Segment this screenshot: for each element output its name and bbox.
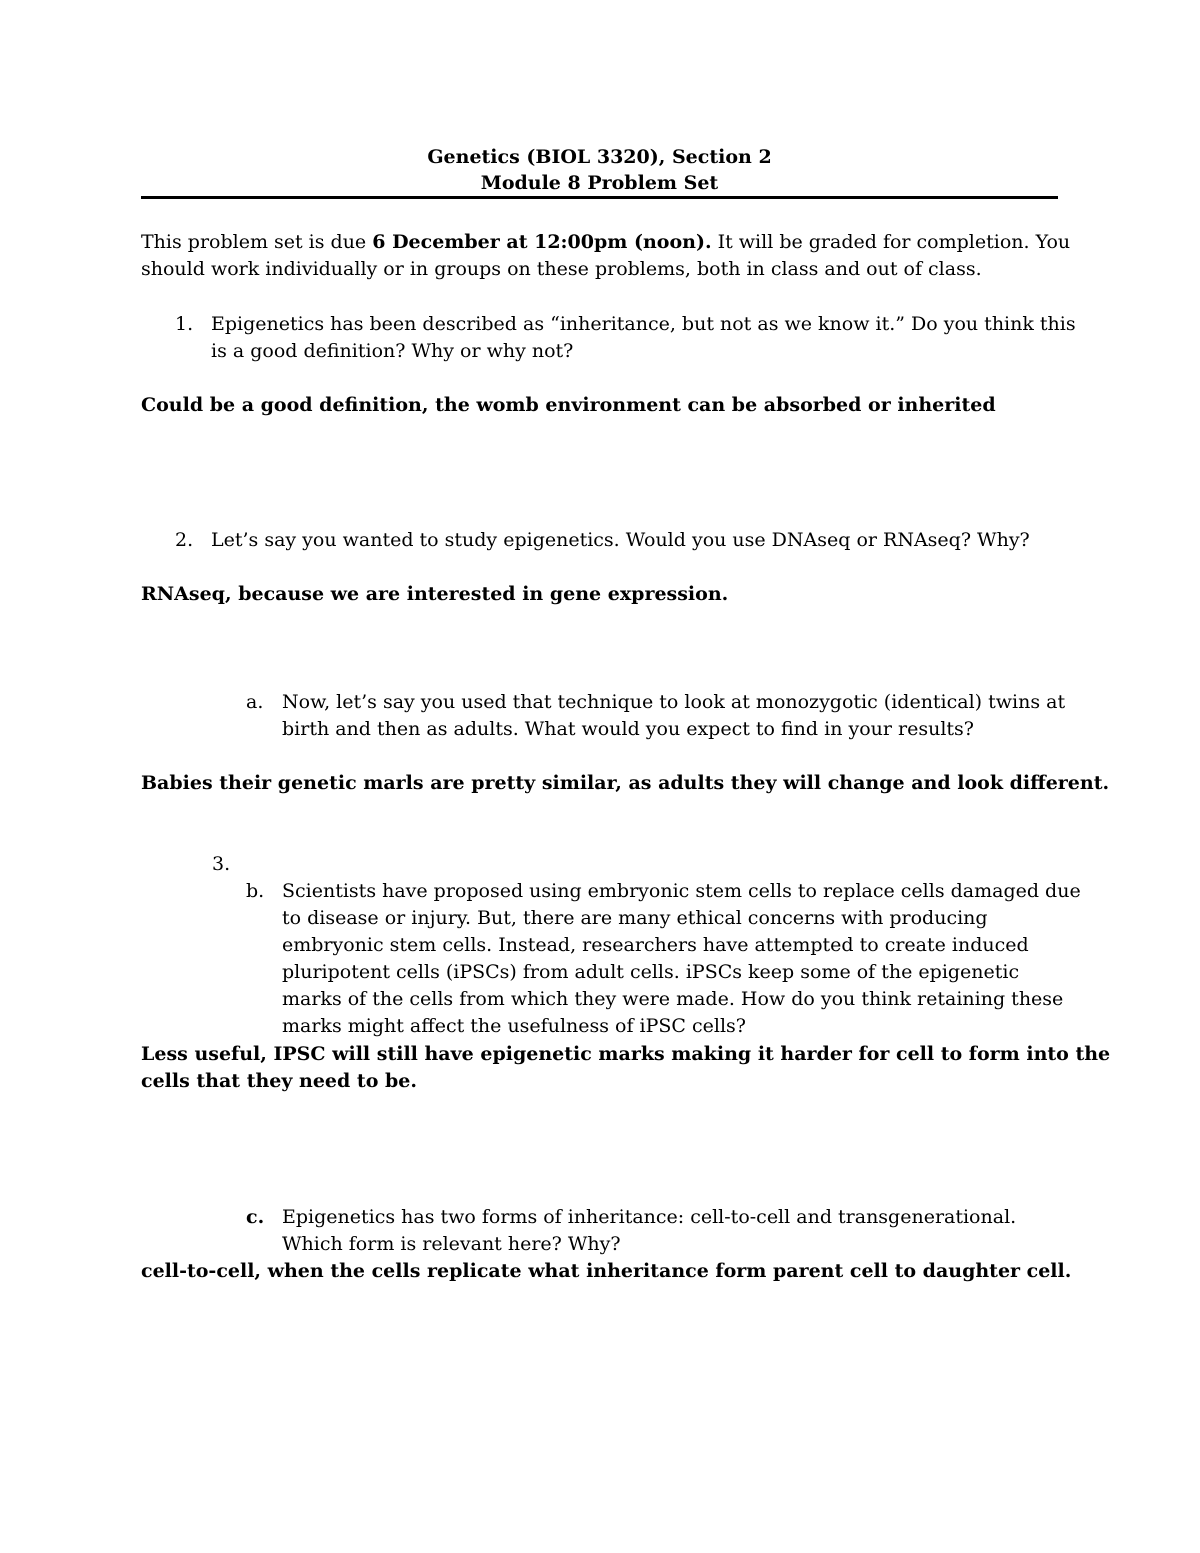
- question-letter: b.: [246, 880, 265, 902]
- intro-text-continued: It will be graded for completion. You: [711, 231, 1071, 253]
- question-text: is a good definition? Why or why not?: [211, 340, 574, 362]
- intro-line-1: [141, 229, 1070, 256]
- question-letter: a.: [246, 691, 264, 713]
- question-text: Epigenetics has been described as “inheritance, but not as we know it.” Do you think this: [211, 313, 1076, 335]
- question-number: 1.: [175, 313, 194, 335]
- answer-text: cell-to-cell, when the cells replicate what inheritance form parent cell to daughter cell.: [141, 1260, 1072, 1282]
- question-text: pluripotent cells (iPSCs) from adult cells. iPSCs keep some of the epigenetic: [282, 961, 1020, 983]
- question-text: birth and then as adults. What would you expect to find in your results?: [282, 718, 974, 740]
- question-text: Now, let’s say you used that technique to look at monozygotic (identical) twins at: [282, 691, 1066, 713]
- answer-text: Could be a good definition, the womb environment can be absorbed or inherited: [141, 394, 996, 416]
- question-text: Let’s say you wanted to study epigenetics. Would you use DNAseq or RNAseq? Why?: [211, 529, 1030, 551]
- question-text: embryonic stem cells. Instead, researchers have attempted to create induced: [282, 934, 1029, 956]
- question-text: to disease or injury. But, there are many ethical concerns with producing: [282, 907, 988, 929]
- question-text: Which form is relevant here? Why?: [282, 1233, 621, 1255]
- due-date: 6 December at 12:00pm (noon).: [372, 231, 712, 253]
- document-subtitle: Module 8 Problem Set: [480, 172, 719, 194]
- question-text: Scientists have proposed using embryonic stem cells to replace cells damaged due: [282, 880, 1081, 902]
- question-letter: c.: [246, 1206, 265, 1228]
- answer-text: Babies their genetic marls are pretty similar, as adults they will change and look different.: [141, 772, 1110, 794]
- answer-text: cells that they need to be.: [141, 1070, 417, 1092]
- title-divider: [141, 196, 1058, 199]
- question-text: marks might affect the usefulness of iPSC cells?: [282, 1015, 746, 1037]
- question-number: 2.: [175, 529, 194, 551]
- question-text: marks of the cells from which they were made. How do you think retaining these: [282, 988, 1064, 1010]
- question-text: Epigenetics has two forms of inheritance: cell-to-cell and transgenerational.: [282, 1206, 1017, 1228]
- answer-text: RNAseq, because we are interested in gene expression.: [141, 583, 729, 605]
- intro-line-2: should work individually or in groups on these problems, both in class and out of class.: [141, 258, 982, 280]
- intro-text: This problem set is due: [141, 231, 373, 253]
- answer-text: Less useful, IPSC will still have epigenetic marks making it harder for cell to form into the: [141, 1043, 1111, 1065]
- question-number: 3.: [212, 853, 231, 875]
- document-title: Genetics (BIOL 3320), Section 2: [427, 146, 772, 168]
